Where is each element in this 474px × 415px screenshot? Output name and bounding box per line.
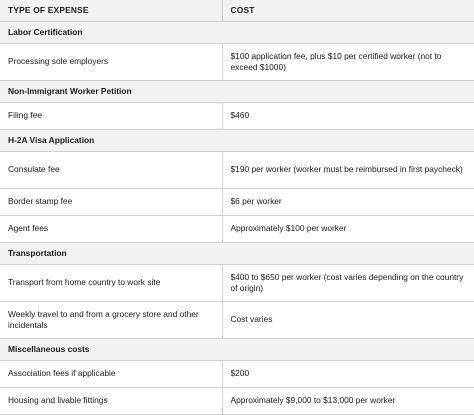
table-row bbox=[0, 44, 474, 81]
cost-cell: $100 application fee, plus $10 per certified worker (not to exceed $1000) bbox=[222, 44, 474, 81]
cost-cell: $460 bbox=[222, 103, 474, 130]
cost-cell: $200 bbox=[222, 361, 474, 388]
section-title: Non-Immigrant Worker Petition bbox=[0, 81, 474, 103]
section-row-h2a-visa-application bbox=[0, 130, 474, 152]
section-title: Transportation bbox=[0, 243, 474, 265]
section-title: H-2A Visa Application bbox=[0, 130, 474, 152]
expense-cell: Border stamp fee bbox=[0, 189, 222, 216]
expense-cell: Consulate fee bbox=[0, 152, 222, 189]
section-row-non-immigrant-worker-petition bbox=[0, 81, 474, 103]
cost-cell: Cost varies bbox=[222, 302, 474, 339]
table-row bbox=[0, 216, 474, 243]
table-row bbox=[0, 152, 474, 189]
header-cost: COST bbox=[222, 0, 474, 22]
cost-cell: $400 to $650 per worker (cost varies depending on the country of origin) bbox=[222, 265, 474, 302]
expense-cell: Weekly travel to and from a grocery store and other incidentals bbox=[0, 302, 222, 339]
expense-cell: Association fees if applicable bbox=[0, 361, 222, 388]
cost-cell: Approximately $100 per worker bbox=[222, 216, 474, 243]
section-row-miscellaneous-costs bbox=[0, 339, 474, 361]
cost-cell: $190 per worker (worker must be reimbursed in first paycheck) bbox=[222, 152, 474, 189]
section-row-labor-certification bbox=[0, 22, 474, 44]
header-type-of-expense: TYPE OF EXPENSE bbox=[0, 0, 222, 22]
section-title: Labor Certification bbox=[0, 22, 474, 44]
cost-cell: $6 per worker bbox=[222, 189, 474, 216]
table-row bbox=[0, 189, 474, 216]
expense-cell: Filing fee bbox=[0, 103, 222, 130]
expense-cell: Housing and livable fittings bbox=[0, 388, 222, 415]
table-row bbox=[0, 265, 474, 302]
table-header-row bbox=[0, 0, 474, 22]
section-title: Miscellaneous costs bbox=[0, 339, 474, 361]
cost-cell: Approximately $9,000 to $13,000 per worker bbox=[222, 388, 474, 415]
table-row bbox=[0, 388, 474, 415]
table-row bbox=[0, 302, 474, 339]
table-row bbox=[0, 103, 474, 130]
table-row bbox=[0, 361, 474, 388]
section-row-transportation bbox=[0, 243, 474, 265]
expense-cell: Agent fees bbox=[0, 216, 222, 243]
expense-cell: Processing sole employers bbox=[0, 44, 222, 81]
expense-cell: Transport from home country to work site bbox=[0, 265, 222, 302]
